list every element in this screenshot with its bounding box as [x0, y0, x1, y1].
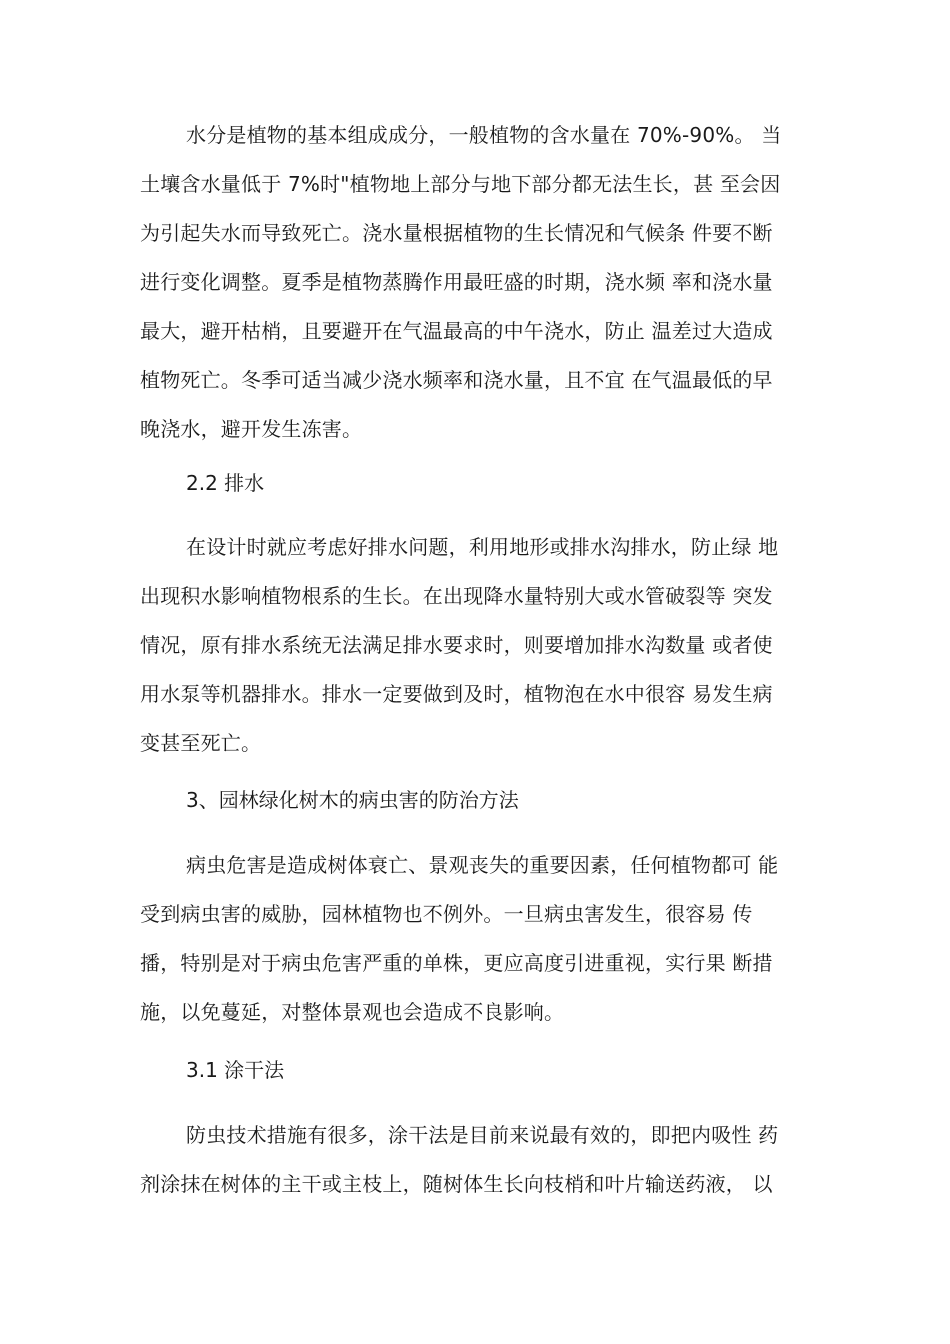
text-line: 出现积水影响植物根系的生长。在出现降水量特别大或水管破裂等 突发	[140, 584, 773, 608]
text-line: 水分是植物的基本组成成分，一般植物的含水量在 70%-90%。 当	[186, 123, 782, 147]
section-heading-pest-control: 3、园林绿化树木的病虫害的防治方法	[186, 788, 519, 812]
text-line: 最大，避开枯梢，且要避开在气温最高的中午浇水，防止 温差过大造成	[140, 319, 773, 343]
text-line: 施，以免蔓延，对整体景观也会造成不良影响。	[140, 1000, 565, 1024]
section-heading-drainage: 2.2 排水	[186, 471, 265, 495]
text-line: 变甚至死亡。	[140, 731, 262, 755]
text-line: 播，特别是对于病虫危害严重的单株，更应高度引进重视，实行果 断措	[140, 951, 773, 975]
text-line: 土壤含水量低于 7%时"植物地上部分与地下部分都无法生长，甚 至会因	[140, 172, 781, 196]
text-line: 防虫技术措施有很多，涂干法是目前来说最有效的，即把内吸性 药	[186, 1123, 779, 1147]
section-heading-trunk-painting: 3.1 涂干法	[186, 1058, 285, 1082]
text-line: 情况，原有排水系统无法满足排水要求时，则要增加排水沟数量 或者使	[140, 633, 773, 657]
text-line: 为引起失水而导致死亡。浇水量根据植物的生长情况和气候条 件要不断	[140, 221, 773, 245]
text-line: 晚浇水，避开发生冻害。	[140, 417, 363, 441]
text-line: 剂涂抹在树体的主干或主枝上，随树体生长向枝梢和叶片输送药液， 以	[140, 1172, 773, 1196]
text-line: 进行变化调整。夏季是植物蒸腾作用最旺盛的时期，浇水频 率和浇水量	[140, 270, 773, 294]
text-line: 受到病虫害的威胁，园林植物也不例外。一旦病虫害发生，很容易 传	[140, 902, 753, 926]
text-line: 在设计时就应考虑好排水问题，利用地形或排水沟排水，防止绿 地	[186, 535, 779, 559]
text-line: 病虫危害是造成树体衰亡、景观丧失的重要因素，任何植物都可 能	[186, 853, 779, 877]
text-line: 植物死亡。冬季可适当减少浇水频率和浇水量，且不宜 在气温最低的早	[140, 368, 773, 392]
text-line: 用水泵等机器排水。排水一定要做到及时，植物泡在水中很容 易发生病	[140, 682, 773, 706]
